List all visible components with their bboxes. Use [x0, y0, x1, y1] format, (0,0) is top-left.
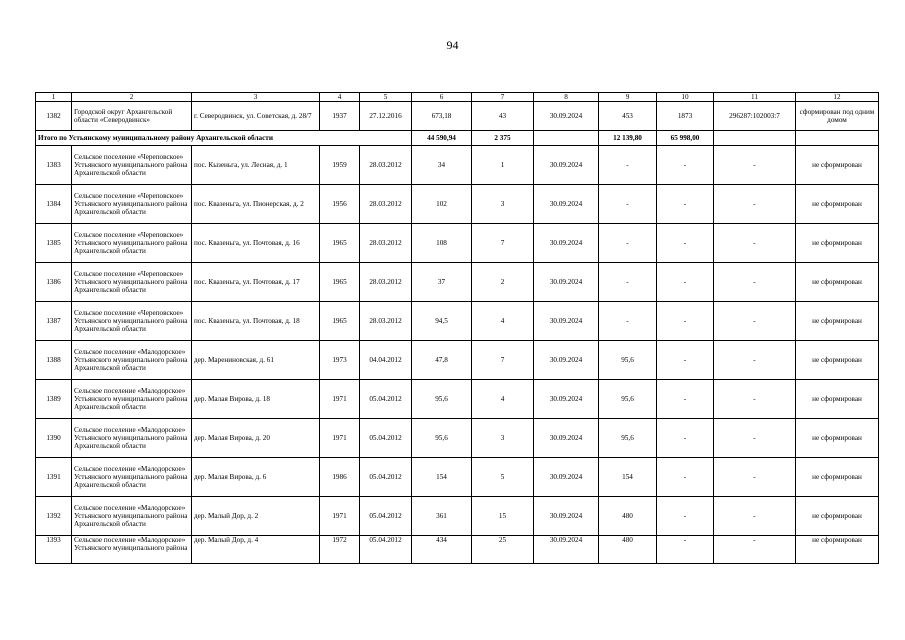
- year-built: 1937: [320, 102, 360, 131]
- year-built: 1965: [320, 302, 360, 341]
- municipality: Сельское поселение «Череповское» Устьянского муниципального района Архангельской области: [72, 185, 192, 224]
- municipality: Сельское поселение «Малодорское» Устьянского муниципального района Архангельской области: [72, 497, 192, 536]
- address: пос. Квазеньга, ул. Почтовая, д. 16: [192, 224, 320, 263]
- column-number: 8: [534, 93, 599, 102]
- area: 95,6: [412, 380, 472, 419]
- area: 673,18: [412, 102, 472, 131]
- column-number: 7: [472, 93, 534, 102]
- area: 37: [412, 263, 472, 302]
- area: 434: [412, 536, 472, 564]
- row-number: 1384: [36, 185, 72, 224]
- cadastral-number: -: [714, 380, 796, 419]
- residents: 3: [472, 419, 534, 458]
- recognition-date: 05.04.2012: [360, 536, 412, 564]
- residents: 43: [472, 102, 534, 131]
- cadastral-number: -: [714, 341, 796, 380]
- table-row: [36, 302, 879, 341]
- total-empty-cell: [534, 131, 599, 146]
- column-9-value: 95,6: [599, 341, 657, 380]
- column-9-value: 95,6: [599, 419, 657, 458]
- total-empty-cell: [714, 131, 796, 146]
- land-plot-status: не сформирован: [796, 224, 879, 263]
- cadastral-number: -: [714, 536, 796, 564]
- year-built: 1971: [320, 380, 360, 419]
- recognition-date: 27.12.2016: [360, 102, 412, 131]
- municipality: Сельское поселение «Малодорское» Устьянского муниципального района Архангельской области: [72, 341, 192, 380]
- recognition-date: 28.03.2012: [360, 224, 412, 263]
- resettlement-date: 30.09.2024: [534, 380, 599, 419]
- recognition-date: 28.03.2012: [360, 263, 412, 302]
- residents: 4: [472, 380, 534, 419]
- recognition-date: 05.04.2012: [360, 497, 412, 536]
- table-row: [36, 536, 879, 564]
- area: 154: [412, 458, 472, 497]
- residents: 15: [472, 497, 534, 536]
- land-plot-status: не сформирован: [796, 380, 879, 419]
- municipality: Сельское поселение «Малодорское» Устьянского муниципального района Архангельской области: [72, 458, 192, 497]
- resettlement-date: 30.09.2024: [534, 458, 599, 497]
- year-built: 1986: [320, 458, 360, 497]
- municipality: Сельское поселение «Череповское» Устьянского муниципального района Архангельской области: [72, 302, 192, 341]
- cadastral-number: -: [714, 146, 796, 185]
- address: дер. Малая Вирова, д. 6: [192, 458, 320, 497]
- column-number: 10: [657, 93, 714, 102]
- resettlement-date: 30.09.2024: [534, 497, 599, 536]
- column-number: 2: [72, 93, 192, 102]
- row-number: 1390: [36, 419, 72, 458]
- housing-register-table: [35, 92, 879, 564]
- land-plot-status: не сформирован: [796, 497, 879, 536]
- year-built: 1965: [320, 224, 360, 263]
- recognition-date: 05.04.2012: [360, 419, 412, 458]
- residents: 7: [472, 224, 534, 263]
- table-row: [36, 380, 879, 419]
- address: дер. Малая Вирова, д. 20: [192, 419, 320, 458]
- row-number: 1385: [36, 224, 72, 263]
- column-10-value: -: [657, 185, 714, 224]
- column-9-value: -: [599, 302, 657, 341]
- column-10-value: -: [657, 146, 714, 185]
- table-row: [36, 224, 879, 263]
- land-plot-status: не сформирован: [796, 263, 879, 302]
- area: 94,5: [412, 302, 472, 341]
- area: 34: [412, 146, 472, 185]
- cadastral-number: -: [714, 458, 796, 497]
- municipality: Городской округ Архангельской области «Северодвинск»: [72, 102, 192, 131]
- resettlement-date: 30.09.2024: [534, 419, 599, 458]
- land-plot-status: не сформирован: [796, 302, 879, 341]
- total-area: 44 590,94: [412, 131, 472, 146]
- year-built: 1973: [320, 341, 360, 380]
- recognition-date: 28.03.2012: [360, 302, 412, 341]
- row-number: 1387: [36, 302, 72, 341]
- address: дер. Малый Дор, д. 2: [192, 497, 320, 536]
- area: 95,6: [412, 419, 472, 458]
- column-9-value: -: [599, 263, 657, 302]
- column-10-value: -: [657, 419, 714, 458]
- land-plot-status: не сформирован: [796, 185, 879, 224]
- column-9-value: 453: [599, 102, 657, 131]
- column-10-value: -: [657, 497, 714, 536]
- resettlement-date: 30.09.2024: [534, 224, 599, 263]
- land-plot-status: не сформирован: [796, 458, 879, 497]
- resettlement-date: 30.09.2024: [534, 341, 599, 380]
- table-row: [36, 146, 879, 185]
- year-built: 1956: [320, 185, 360, 224]
- recognition-date: 28.03.2012: [360, 146, 412, 185]
- column-10-value: 1873: [657, 102, 714, 131]
- total-empty-cell: [796, 131, 879, 146]
- column-9-value: -: [599, 146, 657, 185]
- area: 47,8: [412, 341, 472, 380]
- column-number: 1: [36, 93, 72, 102]
- column-9-value: 154: [599, 458, 657, 497]
- column-number: 5: [360, 93, 412, 102]
- table-row: [36, 341, 879, 380]
- year-built: 1971: [320, 497, 360, 536]
- column-number: 11: [714, 93, 796, 102]
- recognition-date: 28.03.2012: [360, 185, 412, 224]
- column-10-value: -: [657, 224, 714, 263]
- column-number: 4: [320, 93, 360, 102]
- total-row: [36, 131, 879, 146]
- municipality: Сельское поселение «Череповское» Устьянского муниципального района Архангельской области: [72, 263, 192, 302]
- land-plot-status: не сформирован: [796, 536, 879, 564]
- column-number-row: [36, 93, 879, 102]
- land-plot-status: сформирован под одним домом: [796, 102, 879, 131]
- column-9-value: 95,6: [599, 380, 657, 419]
- table-row: [36, 458, 879, 497]
- cadastral-number: -: [714, 419, 796, 458]
- address: дер. Марениновская, д. 61: [192, 341, 320, 380]
- row-number: 1382: [36, 102, 72, 131]
- residents: 5: [472, 458, 534, 497]
- column-number: 6: [412, 93, 472, 102]
- row-number: 1392: [36, 497, 72, 536]
- row-number: 1383: [36, 146, 72, 185]
- area: 102: [412, 185, 472, 224]
- column-10-value: -: [657, 536, 714, 564]
- municipality: Сельское поселение «Малодорское» Устьянского муниципального района Архангельской области: [72, 419, 192, 458]
- cadastral-number: 296287:102003:7: [714, 102, 796, 131]
- table-row: [36, 419, 879, 458]
- year-built: 1972: [320, 536, 360, 564]
- table-row: [36, 185, 879, 224]
- column-10-value: -: [657, 380, 714, 419]
- recognition-date: 05.04.2012: [360, 380, 412, 419]
- column-10-value: -: [657, 302, 714, 341]
- municipality: Сельское поселение «Череповское» Устьянского муниципального района Архангельской области: [72, 224, 192, 263]
- land-plot-status: не сформирован: [796, 419, 879, 458]
- address: пос. Кызеньга, ул. Лесная, д. 1: [192, 146, 320, 185]
- cadastral-number: -: [714, 224, 796, 263]
- municipality: Сельское поселение «Череповское» Устьянского муниципального района Архангельской области: [72, 146, 192, 185]
- column-10-value: -: [657, 263, 714, 302]
- column-number: 3: [192, 93, 320, 102]
- recognition-date: 05.04.2012: [360, 458, 412, 497]
- resettlement-date: 30.09.2024: [534, 185, 599, 224]
- row-number: 1389: [36, 380, 72, 419]
- column-9-value: 480: [599, 497, 657, 536]
- cadastral-number: -: [714, 302, 796, 341]
- column-10-value: -: [657, 458, 714, 497]
- municipality: Сельское поселение «Малодорское» Устьянского муниципального района: [72, 536, 192, 564]
- residents: 25: [472, 536, 534, 564]
- address: г. Северодвинск, ул. Советская, д. 28/7: [192, 102, 320, 131]
- address: пос. Квазеньга, ул. Почтовая, д. 18: [192, 302, 320, 341]
- column-9-value: -: [599, 185, 657, 224]
- residents: 2: [472, 263, 534, 302]
- area: 361: [412, 497, 472, 536]
- column-number: 9: [599, 93, 657, 102]
- cadastral-number: -: [714, 263, 796, 302]
- address: пос. Квазеньга, ул. Почтовая, д. 17: [192, 263, 320, 302]
- municipality: Сельское поселение «Малодорское» Устьянского муниципального района Архангельской области: [72, 380, 192, 419]
- cadastral-number: -: [714, 497, 796, 536]
- year-built: 1959: [320, 146, 360, 185]
- column-10-value: -: [657, 341, 714, 380]
- row-number: 1386: [36, 263, 72, 302]
- area: 108: [412, 224, 472, 263]
- residents: 3: [472, 185, 534, 224]
- total-residents: 2 375: [472, 131, 534, 146]
- table-row: [36, 102, 879, 131]
- page-number: 94: [446, 38, 459, 52]
- column-9-value: 480: [599, 536, 657, 564]
- residents: 7: [472, 341, 534, 380]
- column-number: 12: [796, 93, 879, 102]
- table-row: [36, 263, 879, 302]
- address: дер. Малая Вирова, д. 18: [192, 380, 320, 419]
- resettlement-date: 30.09.2024: [534, 263, 599, 302]
- resettlement-date: 30.09.2024: [534, 302, 599, 341]
- total-label: Итого по Устьянскому муниципальному району Архангельской области: [36, 131, 412, 146]
- column-9-value: -: [599, 224, 657, 263]
- residents: 4: [472, 302, 534, 341]
- resettlement-date: 30.09.2024: [534, 146, 599, 185]
- year-built: 1971: [320, 419, 360, 458]
- resettlement-date: 30.09.2024: [534, 102, 599, 131]
- total-column-10: 65 998,00: [657, 131, 714, 146]
- address: пос. Квазеньга, ул. Пионерская, д. 2: [192, 185, 320, 224]
- table-row: [36, 497, 879, 536]
- row-number: 1393: [36, 536, 72, 564]
- residents: 1: [472, 146, 534, 185]
- row-number: 1391: [36, 458, 72, 497]
- land-plot-status: не сформирован: [796, 341, 879, 380]
- address: дер. Малый Дор, д. 4: [192, 536, 320, 564]
- year-built: 1965: [320, 263, 360, 302]
- row-number: 1388: [36, 341, 72, 380]
- resettlement-date: 30.09.2024: [534, 536, 599, 564]
- land-plot-status: не сформирован: [796, 146, 879, 185]
- recognition-date: 04.04.2012: [360, 341, 412, 380]
- cadastral-number: -: [714, 185, 796, 224]
- total-column-9: 12 139,80: [599, 131, 657, 146]
